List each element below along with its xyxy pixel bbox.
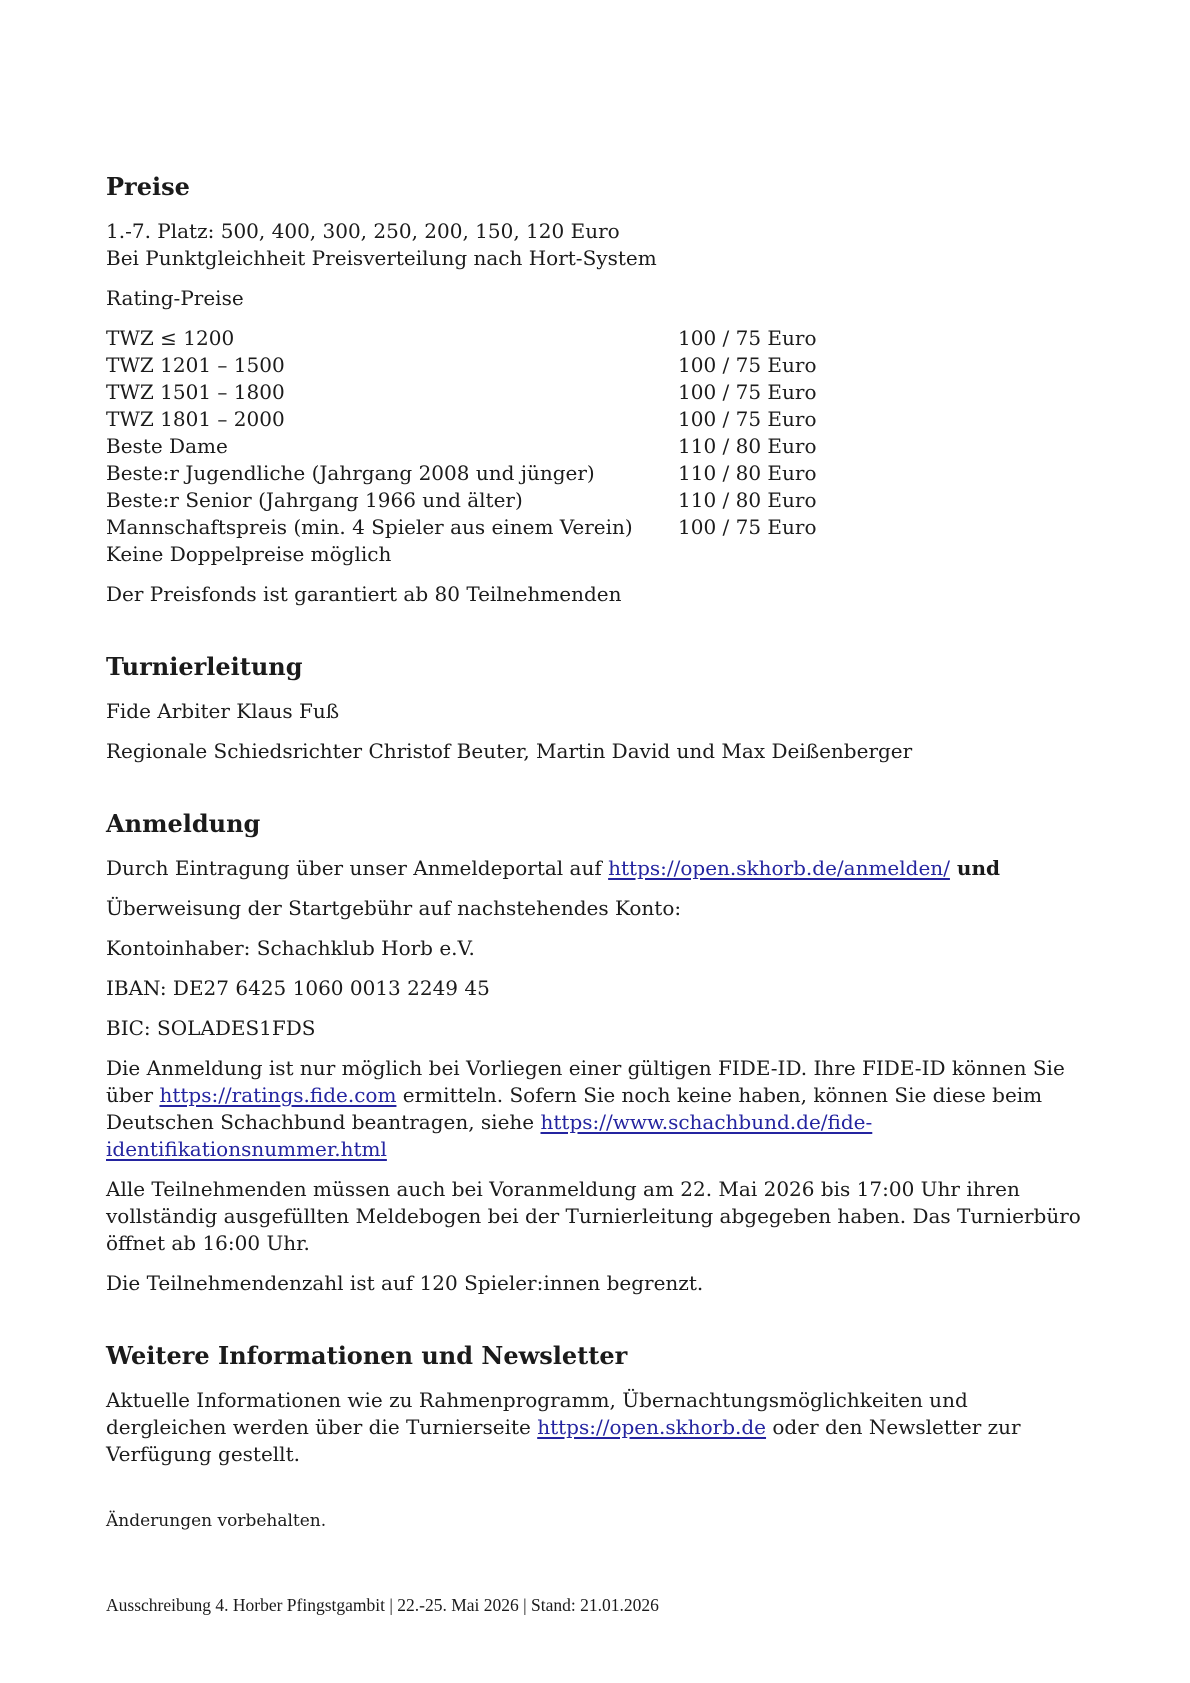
text-run: Alle Teilnehmenden müssen auch bei Voranmeldung am 22. Mai 2026 bis 17:00 Uhr ihren vollständig ausgefüllten Meldebogen bei der Turnierleitung abgegeben haben. Das Turnierbüro öffnet ab 16:00 Uhr.	[106, 1177, 1081, 1255]
paragraph	[106, 738, 1084, 765]
rating-prize-row	[106, 514, 1084, 541]
text-run: Aktuelle Informationen wie zu Rahmenprogramm, Übernachtungsmöglichkeiten und dergleichen werden über die Turnierseite	[106, 1388, 968, 1439]
paragraph	[106, 895, 1084, 922]
disclaimer-note: Änderungen vorbehalten.	[106, 1511, 327, 1531]
section-turnierleitung	[106, 652, 1084, 765]
prize-category: Mannschaftspreis (min. 4 Spieler aus einem Verein)	[106, 515, 633, 539]
text-run: Fide Arbiter Klaus Fuß	[106, 699, 340, 723]
paragraph	[106, 855, 1084, 882]
prize-amount: 110 / 80 Euro	[678, 434, 817, 458]
rating-prize-row	[106, 325, 1084, 352]
section-anmeldung	[106, 809, 1084, 1297]
text-run: ermitteln. Sofern Sie noch keine haben, können Sie diese beim Deutschen Schachbund beantragen, siehe	[106, 1083, 1043, 1134]
fide-ratings-link[interactable]: https://ratings.fide.com	[159, 1083, 397, 1107]
text-run: Überweisung der Startgebühr auf nachstehendes Konto:	[106, 896, 682, 920]
text-run: Regionale Schiedsrichter Christof Beuter, Martin David und Max Deißenberger	[106, 739, 913, 763]
prize-amount: 100 / 75 Euro	[678, 515, 817, 539]
rating-prize-row	[106, 352, 1084, 379]
bold-text: und	[949, 856, 1000, 880]
paragraph	[106, 1176, 1084, 1257]
rating-prize-row	[106, 433, 1084, 460]
turnierleitung-body	[106, 698, 1084, 765]
weitere-informationen-heading: Weitere Informationen und Newsletter	[106, 1341, 628, 1370]
rating-prize-row	[106, 541, 1084, 568]
text-run: oder den Newsletter zur Verfügung gestellt.	[106, 1415, 1021, 1466]
paragraph	[106, 1270, 1084, 1297]
paragraph	[106, 975, 1084, 1002]
text-run: Durch Eintragung über unser Anmeldeportal auf	[106, 856, 609, 880]
text-run: IBAN: DE27 6425 1060 0013 2249 45	[106, 976, 490, 1000]
prize-category: Beste Dame	[106, 434, 228, 458]
section-weitere-informationen	[106, 1341, 1084, 1468]
paragraph	[106, 935, 1084, 962]
turnierseite-link[interactable]: https://open.skhorb.de	[537, 1415, 767, 1439]
rating-prize-row	[106, 379, 1084, 406]
paragraph	[106, 698, 1084, 725]
rating-preise-label: Rating-Preise	[106, 286, 244, 310]
prize-amount	[678, 541, 1084, 568]
prize-amount: 100 / 75 Euro	[678, 407, 817, 431]
preise-heading: Preise	[106, 172, 190, 201]
paragraph	[106, 1055, 1084, 1163]
turnierleitung-heading: Turnierleitung	[106, 652, 303, 681]
text-run: BIC: SOLADES1FDS	[106, 1016, 316, 1040]
prize-category: Beste:r Jugendliche (Jahrgang 2008 und jünger)	[106, 461, 595, 485]
section-preise	[106, 172, 1084, 608]
preise-tiebreak-line: Bei Punktgleichheit Preisverteilung nach Hort-System	[106, 246, 657, 270]
prize-category: TWZ 1801 – 2000	[106, 407, 285, 431]
rating-prize-row	[106, 487, 1084, 514]
text-run: Die Anmeldung ist nur möglich bei Vorliegen einer gültigen FIDE-ID. Ihre FIDE-ID können Sie über	[106, 1056, 1065, 1107]
preise-places-line: 1.-7. Platz: 500, 400, 300, 250, 200, 150, 120 Euro	[106, 219, 620, 243]
schachbund-fide-link[interactable]: https://www.schachbund.de/fide-identifikationsnummer.html	[106, 1110, 873, 1161]
paragraph	[106, 1015, 1084, 1042]
rating-prize-row	[106, 406, 1084, 433]
prize-amount: 100 / 75 Euro	[678, 380, 817, 404]
paragraph	[106, 1387, 1084, 1468]
text-run: Die Teilnehmendenzahl ist auf 120 Spieler:innen begrenzt.	[106, 1271, 704, 1295]
anmeldung-heading: Anmeldung	[106, 809, 261, 838]
prize-category: TWZ 1501 – 1800	[106, 380, 285, 404]
prize-category: TWZ ≤ 1200	[106, 326, 235, 350]
prize-category: Keine Doppelpreise möglich	[106, 542, 392, 566]
prize-amount: 100 / 75 Euro	[678, 326, 817, 350]
rating-prize-table	[106, 325, 1084, 568]
prize-category: Beste:r Senior (Jahrgang 1966 und älter)	[106, 488, 523, 512]
prize-amount: 110 / 80 Euro	[678, 488, 817, 512]
weitere-informationen-body	[106, 1387, 1084, 1468]
prize-fund-note: Der Preisfonds ist garantiert ab 80 Teilnehmenden	[106, 582, 622, 606]
anmeldeportal-link[interactable]: https://open.skhorb.de/anmelden/	[608, 856, 950, 880]
rating-prize-row	[106, 460, 1084, 487]
anmeldung-body	[106, 855, 1084, 1297]
prize-amount: 110 / 80 Euro	[678, 461, 817, 485]
page-footer: Ausschreibung 4. Horber Pfingstgambit | 22.-25. Mai 2026 | Stand: 21.01.2026	[106, 1595, 659, 1615]
prize-category: TWZ 1201 – 1500	[106, 353, 285, 377]
text-run: Kontoinhaber: Schachklub Horb e.V.	[106, 936, 475, 960]
prize-amount: 100 / 75 Euro	[678, 353, 817, 377]
preise-intro	[106, 218, 1084, 272]
